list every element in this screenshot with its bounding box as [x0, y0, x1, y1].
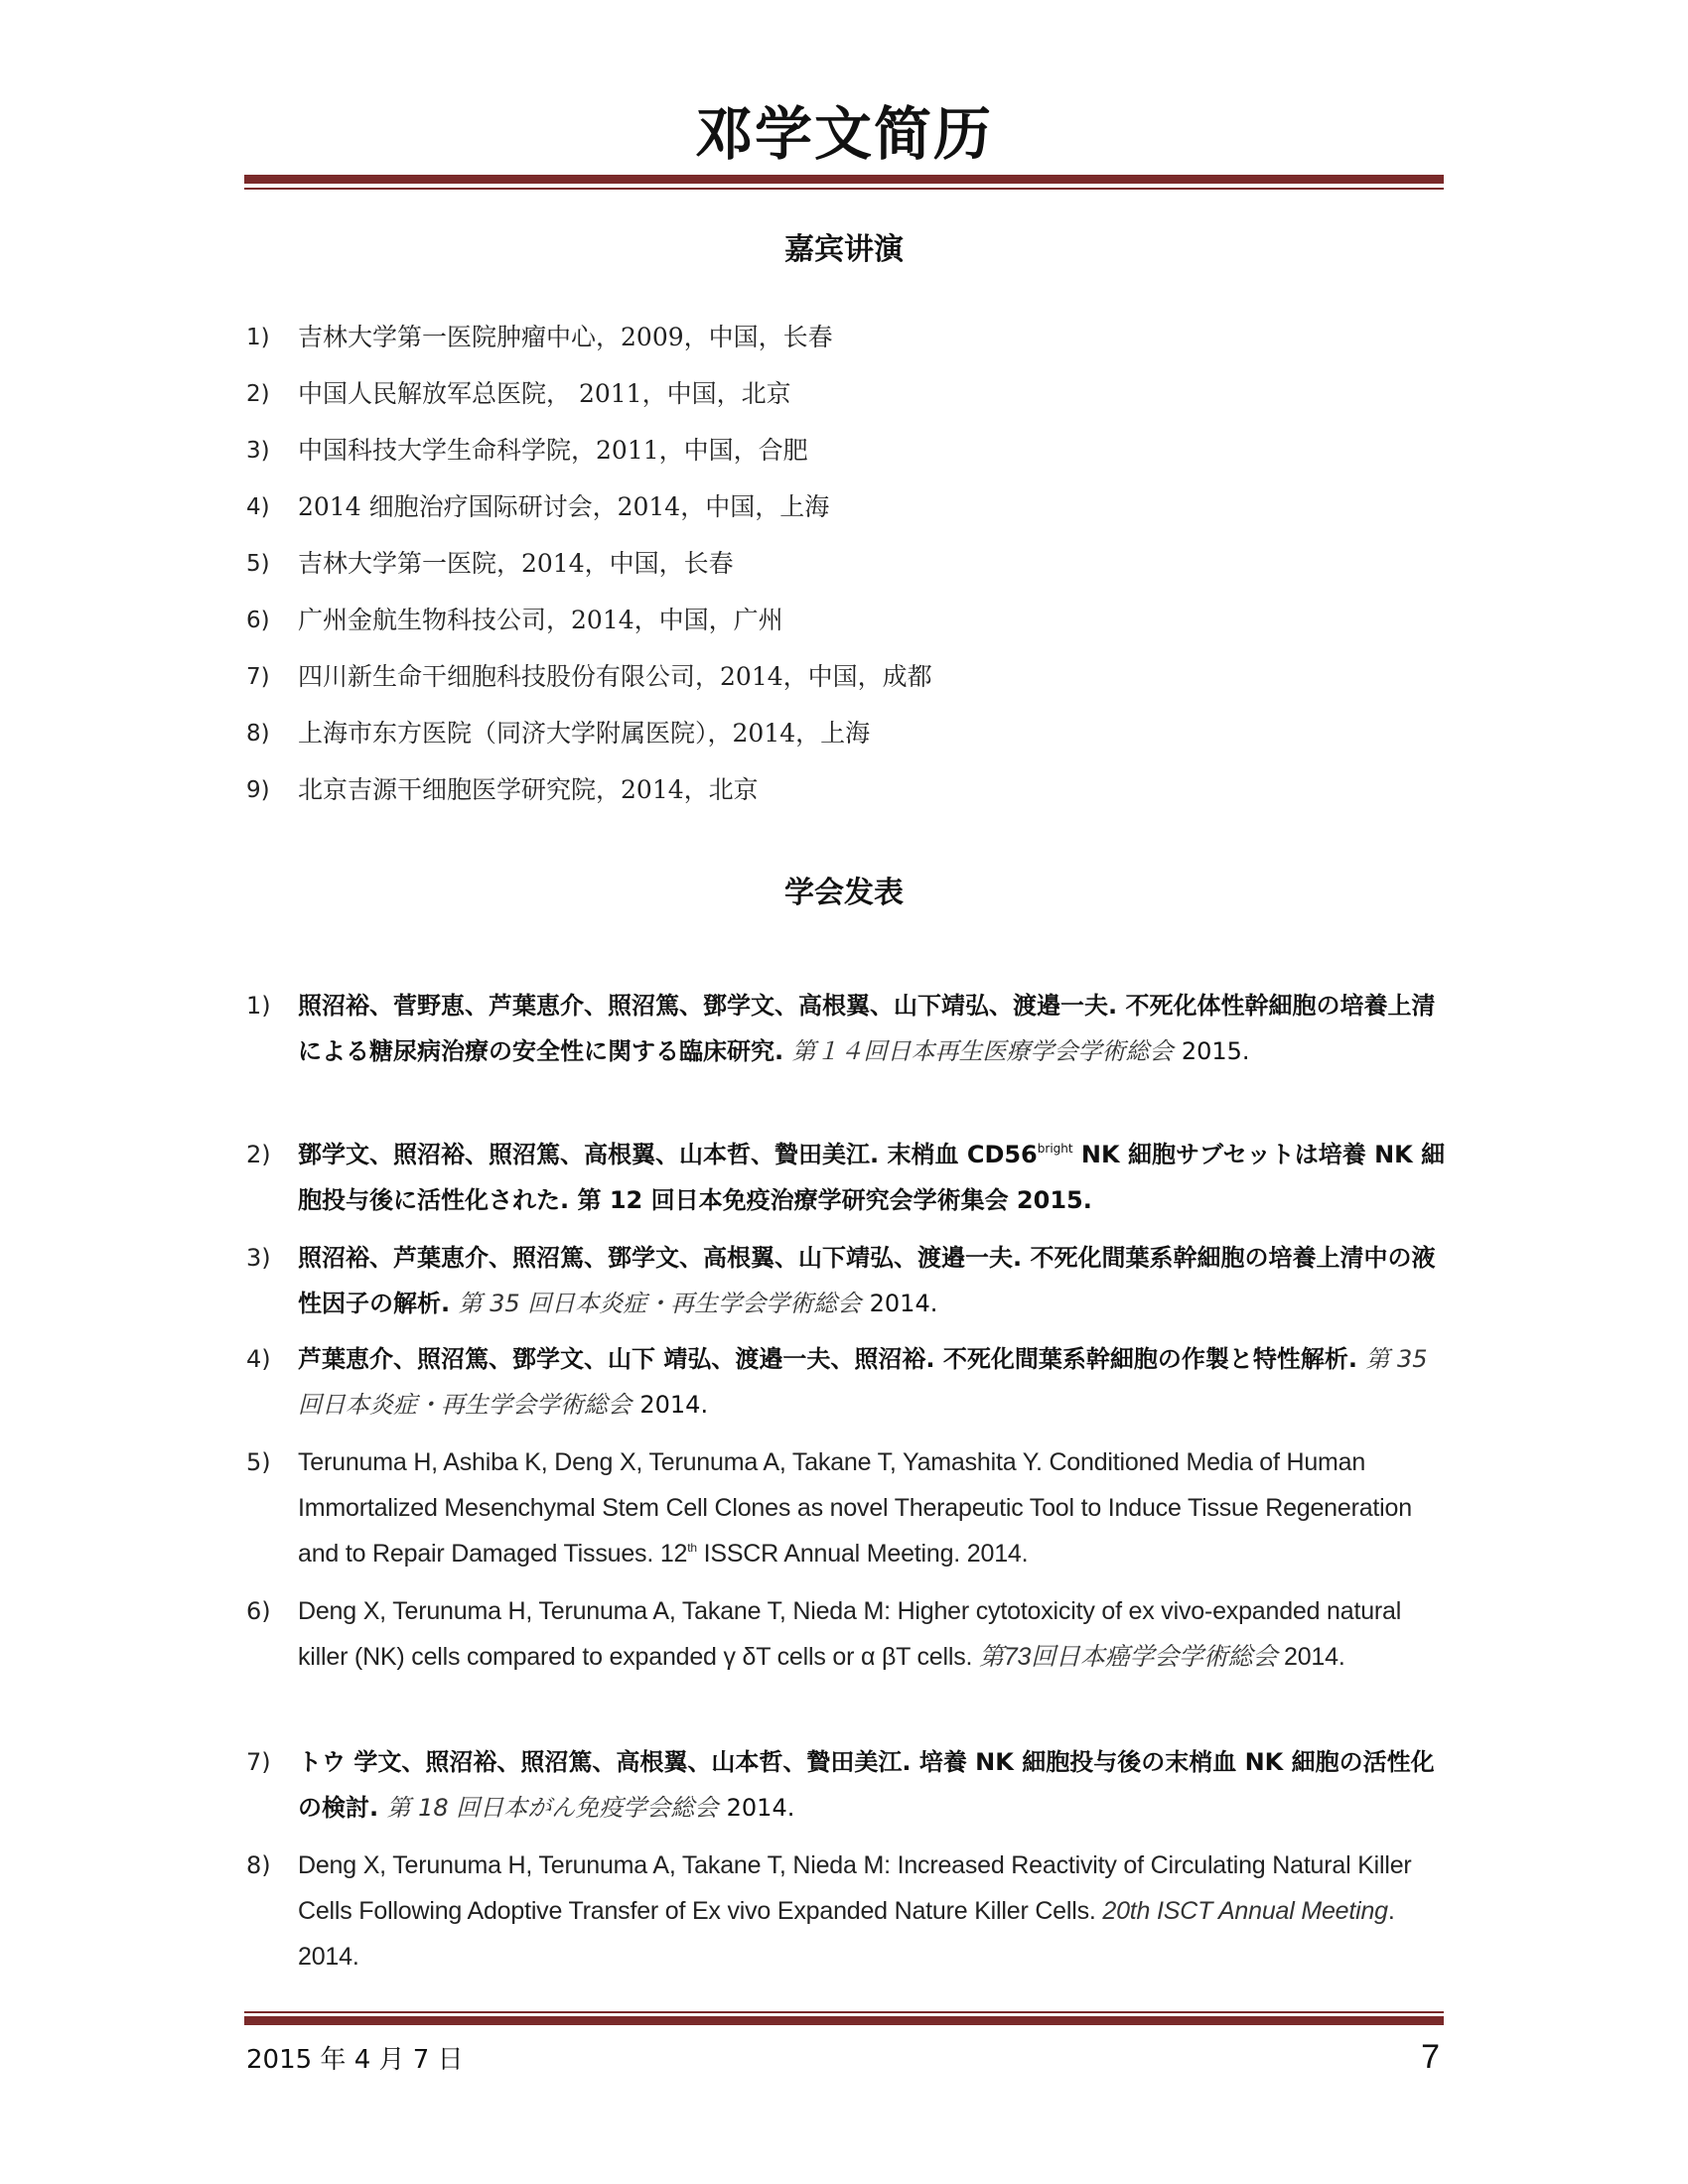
publication-item [246, 983, 1448, 1074]
item-text: 2014 细胞治疗国际研讨会，2014，中国，上海 [298, 492, 830, 521]
superscript: th [687, 1541, 697, 1555]
publication-text [298, 1739, 1448, 1831]
publication-year: 2014. [1284, 1643, 1345, 1671]
publication-authors-title: トウ 学文、照沼裕、照沼篤、高根翼、山本哲、贄田美江. 培養 NK 細胞投与後の末梢血 NK 細胞の活性化の検討. [298, 1748, 1435, 1822]
publication-venue: 第 35 回日本炎症・再生学会学術総会 [298, 1345, 1428, 1419]
page-number: 7 [1421, 2038, 1440, 2076]
publication-authors-title: 芦葉恵介、照沼篤、鄧学文、山下 靖弘、渡邉一夫、照沼裕. 不死化間葉系幹細胞の作製と特性解析. [298, 1345, 1357, 1373]
item-number: 9) [246, 777, 270, 803]
list-item [246, 706, 1448, 761]
list-item [246, 423, 1448, 478]
item-text: 北京吉源干细胞医学研究院，2014，北京 [298, 775, 759, 804]
item-number: 7) [246, 664, 270, 690]
superscript: bright [1037, 1142, 1073, 1156]
item-number: 1) [246, 325, 270, 350]
publication-item [246, 1439, 1448, 1576]
list-item [246, 479, 1448, 535]
publication-item [246, 1843, 1448, 1979]
publication-remainder: NK 細胞サブセットは培養 NK 細胞投与後に活性化された. 第 12 回日本免疫治療学研究会学術集会 2015. [298, 1141, 1446, 1214]
footer-rule-thin [244, 2011, 1444, 2013]
publication-authors-title: 照沼裕、芦葉恵介、照沼篤、鄧学文、高根翼、山下靖弘、渡邉一夫. 不死化間葉系幹細胞の培養上清中の液性因子の解析. [298, 1244, 1436, 1317]
publication-text [298, 983, 1448, 1074]
list-item [246, 310, 1448, 365]
item-number: 6) [246, 608, 270, 633]
item-text: 中国人民解放军总医院， 2011，中国，北京 [298, 379, 791, 408]
item-text: 中国科技大学生命科学院，2011，中国，合肥 [298, 436, 808, 465]
header-rule-thin [244, 188, 1444, 190]
list-item [246, 366, 1448, 422]
item-text: 上海市东方医院（同济大学附属医院），2014，上海 [298, 719, 871, 748]
publication-venue: 第 35 回日本炎症・再生学会学術総会 [458, 1290, 862, 1317]
item-text: 吉林大学第一医院肿瘤中心，2009，中国，长春 [298, 323, 833, 351]
item-number: 2) [246, 381, 270, 407]
publication-item [246, 1739, 1448, 1831]
publication-item [246, 1132, 1448, 1223]
publication-text [298, 1588, 1448, 1680]
publication-text [298, 1132, 1448, 1223]
publication-text [298, 1843, 1448, 1979]
publication-venue: 第 18 回日本がん免疫学会総会 [386, 1794, 719, 1822]
publication-year: 2015. [1181, 1037, 1250, 1065]
item-text: 广州金航生物科技公司，2014，中国，广州 [298, 606, 783, 634]
list-item [246, 593, 1448, 648]
publication-venue: 第73回日本癌学会学術総会 [979, 1643, 1278, 1671]
publication-item [246, 1336, 1448, 1428]
publication-authors-title: Deng X, Terunuma H, Terunuma A, Takane T, Nieda M: Higher cytotoxicity of ex vivo-expanded natural killer (NK) cells compared to expanded γ δT cells or α βT cells. [298, 1597, 1402, 1671]
pubs-heading: 学会发表 [784, 876, 904, 910]
item-number: 8) [246, 721, 270, 747]
publication-text [298, 1235, 1448, 1326]
footer-rule [244, 2016, 1444, 2025]
publication-text [298, 1439, 1448, 1576]
page-title: 邓学文简历 [694, 100, 993, 168]
header-rule [244, 175, 1444, 184]
item-number: 4) [246, 1345, 271, 1373]
list-item [246, 536, 1448, 592]
publication-text [298, 1336, 1448, 1428]
publication-year: 2014. [869, 1290, 938, 1317]
publication-item [246, 1588, 1448, 1680]
item-text: 四川新生命干细胞科技股份有限公司，2014，中国，成都 [298, 662, 932, 691]
item-number: 6) [246, 1597, 271, 1625]
list-item [246, 762, 1448, 818]
publication-venue: 第１４回日本再生医療学会学術総会 [791, 1037, 1174, 1065]
item-number: 3) [246, 438, 270, 464]
item-text: 吉林大学第一医院，2014，中国，长春 [298, 549, 734, 578]
publication-venue: 20th ISCT Annual Meeting [1102, 1897, 1388, 1925]
publication-authors-title: 照沼裕、菅野恵、芦葉恵介、照沼篤、鄧学文、高根翼、山下靖弘、渡邉一夫. 不死化体性幹細胞の培養上清による糖尿病治療の安全性に関する臨床研究. [298, 992, 1436, 1065]
publication-year: 2014. [726, 1794, 795, 1822]
publication-authors-title: Deng X, Terunuma H, Terunuma A, Takane T, Nieda M: Increased Reactivity of Circulating Natural Killer Cells Following Adoptive Transfer of Ex vivo Expanded Nature Killer Cells. [298, 1851, 1412, 1925]
publication-year: 2014. [639, 1391, 709, 1419]
publication-remainder: ISSCR Annual Meeting. 2014. [696, 1540, 1029, 1568]
publication-authors-title: 鄧学文、照沼裕、照沼篤、高根翼、山本哲、贄田美江. 末梢血 CD56 [298, 1141, 1038, 1168]
item-number: 8) [246, 1851, 271, 1879]
talks-heading: 嘉宾讲演 [784, 232, 904, 267]
publication-authors-title: Terunuma H, Ashiba K, Deng X, Terunuma A, Takane T, Yamashita Y. Conditioned Media of Human Immortalized Mesenchymal Stem Cell Clones as novel Therapeutic Tool to Induce Tissue Regeneration and to Repair Damaged Tissues. 12 [298, 1448, 1412, 1568]
footer-date: 2015 年 4 月 7 日 [246, 2045, 464, 2075]
item-number: 5) [246, 551, 270, 577]
item-number: 7) [246, 1748, 271, 1776]
item-number: 3) [246, 1244, 271, 1272]
list-item [246, 649, 1448, 705]
item-number: 5) [246, 1448, 271, 1476]
item-number: 1) [246, 992, 271, 1020]
publication-year: . 2014. [298, 1897, 1395, 1971]
item-number: 2) [246, 1141, 271, 1168]
publication-item [246, 1235, 1448, 1326]
item-number: 4) [246, 494, 270, 520]
